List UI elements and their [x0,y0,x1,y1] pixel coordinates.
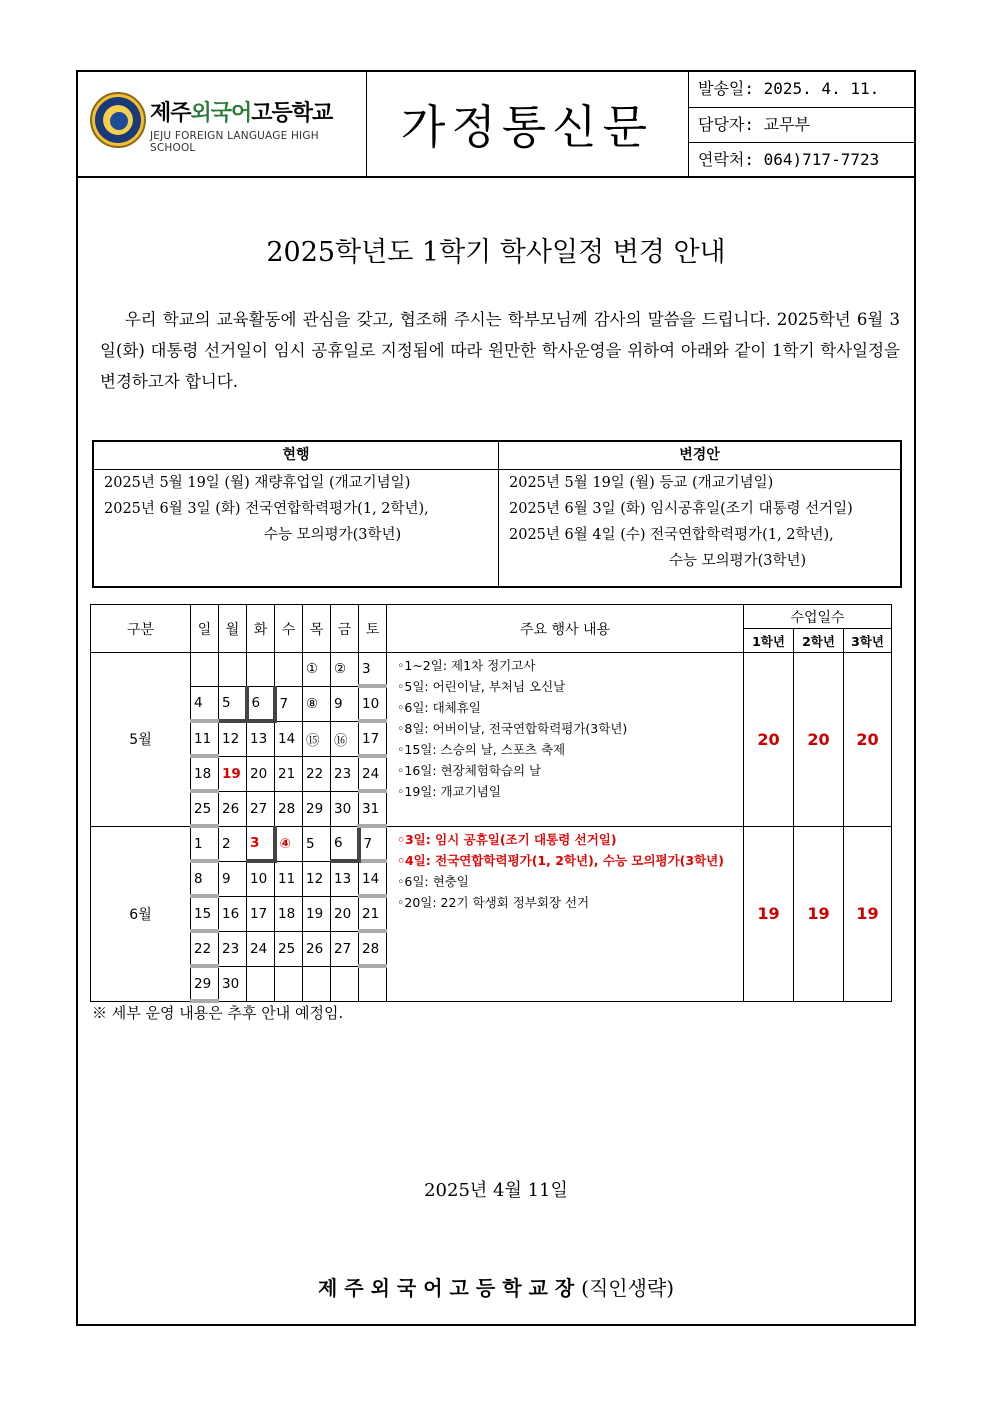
day-cell: 10 [359,686,387,721]
day-cell: 1 [191,826,219,861]
category-header: 구분 [91,605,191,653]
day-cell: 17 [359,721,387,756]
grade-3-header: 3학년 [844,629,892,653]
day-cell [359,966,387,1001]
day-cell: ② [331,653,359,687]
day-cell: 9 [331,686,359,721]
proposed-header: 변경안 [499,442,900,470]
signature-note: (직인생략) [581,1276,675,1300]
footnote: ※ 세부 운영 내용은 추후 안내 예정임. [92,1004,344,1022]
day-cell: 11 [275,861,303,896]
grade-1-header: 1학년 [744,629,794,653]
day-cell: 16 [219,896,247,931]
signature-main: 제주외국어고등학교장 [317,1276,582,1300]
day-cell: 29 [303,791,331,826]
day-cell: 13 [247,721,275,756]
day-cell: ⑧ [303,686,331,721]
contact: 연락처: 064)717-7723 [698,150,880,170]
day-cell: 20 [331,896,359,931]
school-name-en: JEJU FOREIGN LANGUAGE HIGH SCHOOL [150,130,319,154]
day-cell [191,653,219,687]
day-cell: 30 [331,791,359,826]
day-cell: ④ [275,826,303,861]
may-days-grade-1: 20 [744,653,794,827]
grade-2-header: 2학년 [794,629,844,653]
day-cell: 18 [191,756,219,791]
day-cell: 28 [359,931,387,966]
day-cell: 21 [359,896,387,931]
day-cell: 10 [247,861,275,896]
day-cell: 8 [191,861,219,896]
current-header: 현행 [94,442,498,470]
day-cell: 27 [247,791,275,826]
june-days-grade-3: 19 [844,826,892,1001]
school-name: 제주외국어고등학교 [150,101,333,126]
day-cell: 17 [247,896,275,931]
day-cell: 11 [191,721,219,756]
change-table [92,440,902,588]
may-days-grade-2: 20 [794,653,844,827]
signature [78,1272,914,1301]
day-cell: 19 [219,756,247,791]
proposed-line: 2025년 5월 19일 (월) 등교 (개교기념일) [509,475,774,491]
day-cell: 4 [191,686,219,721]
day-cell: 3 [359,653,387,687]
school-logo-block [78,72,367,176]
day-cell: 6 [247,686,275,721]
june-days-grade-1: 19 [744,826,794,1001]
day-cell: ① [303,653,331,687]
current-line: 2025년 5월 19일 (월) 재량휴업일 (개교기념일) [104,475,411,491]
event-item: ◦8일: 어버이날, 전국연합학력평가(3학년) [397,721,628,736]
issue-date: 2025년 4월 11일 [424,1180,568,1201]
day-cell [303,966,331,1001]
day-cell: ⑮ [303,721,331,756]
month-june: 6월 [91,826,191,1001]
weekday-tue: 화 [247,605,275,653]
day-cell [331,966,359,1001]
day-cell: 19 [303,896,331,931]
day-cell: 7 [359,826,387,861]
intro-paragraph: 우리 학교의 교육활동에 관심을 갖고, 협조해 주시는 학부모님께 감사의 말씀을 드립니다. 2025학년 6월 3일(화) 대통령 선거일이 임시 공휴일로 지정됨에 따라 원만한 학사운영을 위하여 아래와 같이 1학기 학사일정을 변경하고자 합니다. [100,310,901,391]
day-cell: ⑯ [331,721,359,756]
day-cell [275,653,303,687]
doc-type: 가정통신문 [400,100,654,154]
day-cell [247,966,275,1001]
current-column [94,442,499,586]
day-cell: 26 [303,931,331,966]
event-item: ◦3일: 임시 공휴일(조기 대통령 선거일) [397,831,617,847]
weekday-fri: 금 [331,605,359,653]
school-emblem-icon [90,92,146,148]
letterhead [78,72,914,178]
day-cell: 25 [275,931,303,966]
proposed-line: 2025년 6월 3일 (화) 임시공휴일(조기 대통령 선거일) [509,501,853,517]
day-cell: 2 [219,826,247,861]
event-item: ◦5일: 어린이날, 부처님 오신날 [397,679,566,694]
events-header: 주요 행사 내용 [387,605,744,653]
event-item: ◦4일: 전국연합학력평가(1, 2학년), 수능 모의평가(3학년) [397,852,724,868]
day-cell: 7 [275,686,303,721]
day-cell: 30 [219,966,247,1001]
day-cell: 9 [219,861,247,896]
event-item: ◦15일: 스승의 날, 스포츠 축제 [397,742,566,757]
weekday-mon: 월 [219,605,247,653]
month-may: 5월 [91,653,191,827]
day-cell: 21 [275,756,303,791]
day-cell: 24 [359,756,387,791]
event-item: ◦19일: 개교기념일 [397,784,501,799]
event-item: ◦6일: 현충일 [397,873,469,889]
day-cell: 22 [303,756,331,791]
day-cell: 3 [247,826,275,861]
day-cell [219,653,247,687]
sent-date: 발송일: 2025. 4. 11. [688,72,914,108]
day-cell: 24 [247,931,275,966]
weekday-wed: 수 [275,605,303,653]
event-item: ◦6일: 대체휴일 [397,700,481,715]
day-cell: 25 [191,791,219,826]
weekday-sun: 일 [191,605,219,653]
info-cell [688,72,914,176]
current-line: 2025년 6월 3일 (화) 전국연합학력평가(1, 2학년), [104,501,429,517]
day-cell: 12 [303,861,331,896]
day-cell: 23 [219,931,247,966]
day-cell: 12 [219,721,247,756]
day-cell: 27 [331,931,359,966]
day-cell: 5 [219,686,247,721]
day-cell: 26 [219,791,247,826]
manager: 담당자: 교무부 [688,108,914,144]
event-item: ◦16일: 현장체험학습의 날 [397,763,542,778]
day-cell: 23 [331,756,359,791]
doc-type-cell [366,72,689,176]
day-cell [275,966,303,1001]
weekday-thu: 목 [303,605,331,653]
day-cell: 13 [331,861,359,896]
may-events [387,653,744,827]
day-cell: 15 [191,896,219,931]
june-days-grade-2: 19 [794,826,844,1001]
day-cell: 14 [275,721,303,756]
day-cell: 28 [275,791,303,826]
may-days-grade-3: 20 [844,653,892,827]
weekday-sat: 토 [359,605,387,653]
proposed-line: 2025년 6월 4일 (수) 전국연합학력평가(1, 2학년), [509,527,834,543]
day-cell: 18 [275,896,303,931]
calendar-table [90,604,892,1003]
day-cell: 20 [247,756,275,791]
day-cell: 6 [331,826,359,861]
day-cell: 5 [303,826,331,861]
current-line: 수능 모의평가(3학년) [264,527,402,543]
day-cell: 31 [359,791,387,826]
day-cell [247,653,275,687]
proposed-column [499,442,900,586]
document-title: 2025학년도 1학기 학사일정 변경 안내 [266,237,726,268]
event-item: ◦1~2일: 제1차 정기고사 [397,658,536,673]
day-cell: 29 [191,966,219,1001]
class-days-header: 수업일수 [744,605,892,629]
june-events [387,826,744,1001]
event-item: ◦20일: 22기 학생회 정부회장 선거 [397,894,590,910]
day-cell: 14 [359,861,387,896]
proposed-line: 수능 모의평가(3학년) [669,553,807,569]
document-frame [76,70,916,1326]
day-cell: 22 [191,931,219,966]
